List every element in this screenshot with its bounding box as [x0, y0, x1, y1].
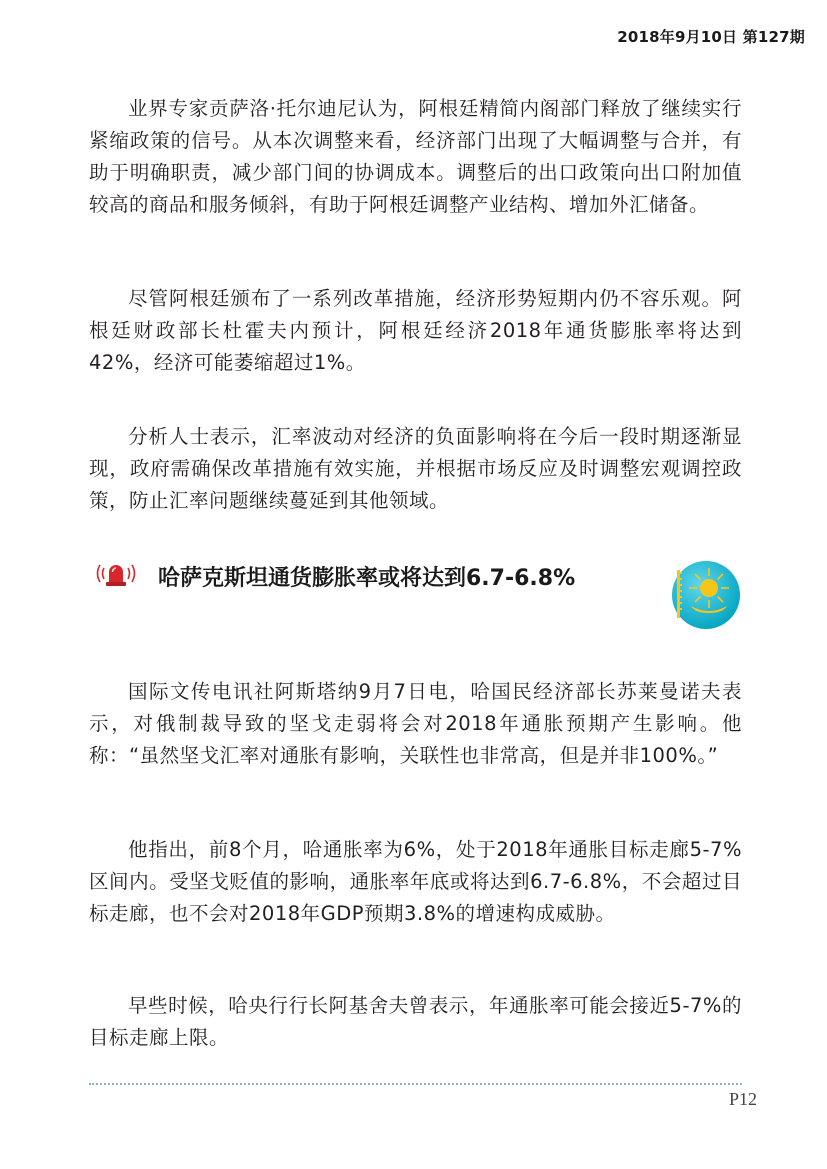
section-title: 哈萨克斯坦通货膨胀率或将达到6.7-6.8%: [158, 566, 576, 591]
page-number: P12: [728, 1089, 757, 1109]
paragraph: 分析人士表示，汇率波动对经济的负面影响将在今后一段时期逐渐显现，政府需确保改革措施有效实施，并根据市场反应及时调整宏观调控政策，防止汇率问题继续蔓延到其他领域。: [89, 425, 742, 512]
kazakhstan-flag-icon: [671, 560, 741, 630]
footer-divider: [89, 1083, 742, 1085]
paragraph: 国际文传电讯社阿斯塔纳9月7日电，哈国民经济部长苏莱曼诺夫表示，对俄制裁导致的坚戈走弱将会对2018年通胀预期产生影响。他称：“虽然坚戈汇率对通胀有影响，关联性也非常高，但是并非100%。”: [89, 680, 742, 767]
alarm-bell-icon: [94, 556, 138, 588]
paragraph: 早些时候，哈央行行长阿基舍夫曾表示，年通胀率可能会接近5-7%的目标走廊上限。: [89, 994, 742, 1049]
paragraph: 尽管阿根廷颁布了一系列改革措施，经济形势短期内仍不容乐观。阿根廷财政部长杜霍夫内预计，阿根廷经济2018年通货膨胀率将达到42%，经济可能萎缩超过1%。: [89, 287, 742, 374]
paragraph: 他指出，前8个月，哈通胀率为6%，处于2018年通胀目标走廊5-7%区间内。受坚戈贬值的影响，通胀率年底或将达到6.7-6.8%，不会超过目标走廊，也不会对2018年GDP预期3.8%的增速构成威胁。: [89, 838, 742, 925]
paragraph: 业界专家贡萨洛·托尔迪尼认为，阿根廷精简内阁部门释放了继续实行紧缩政策的信号。从本次调整来看，经济部门出现了大幅调整与合并，有助于明确职责，减少部门间的协调成本。调整后的出口政策向出口附加值较高的商品和服务倾斜，有助于阿根廷调整产业结构、增加外汇储备。: [89, 97, 742, 216]
issue-date: 2018年9月10日 第127期: [617, 28, 805, 46]
